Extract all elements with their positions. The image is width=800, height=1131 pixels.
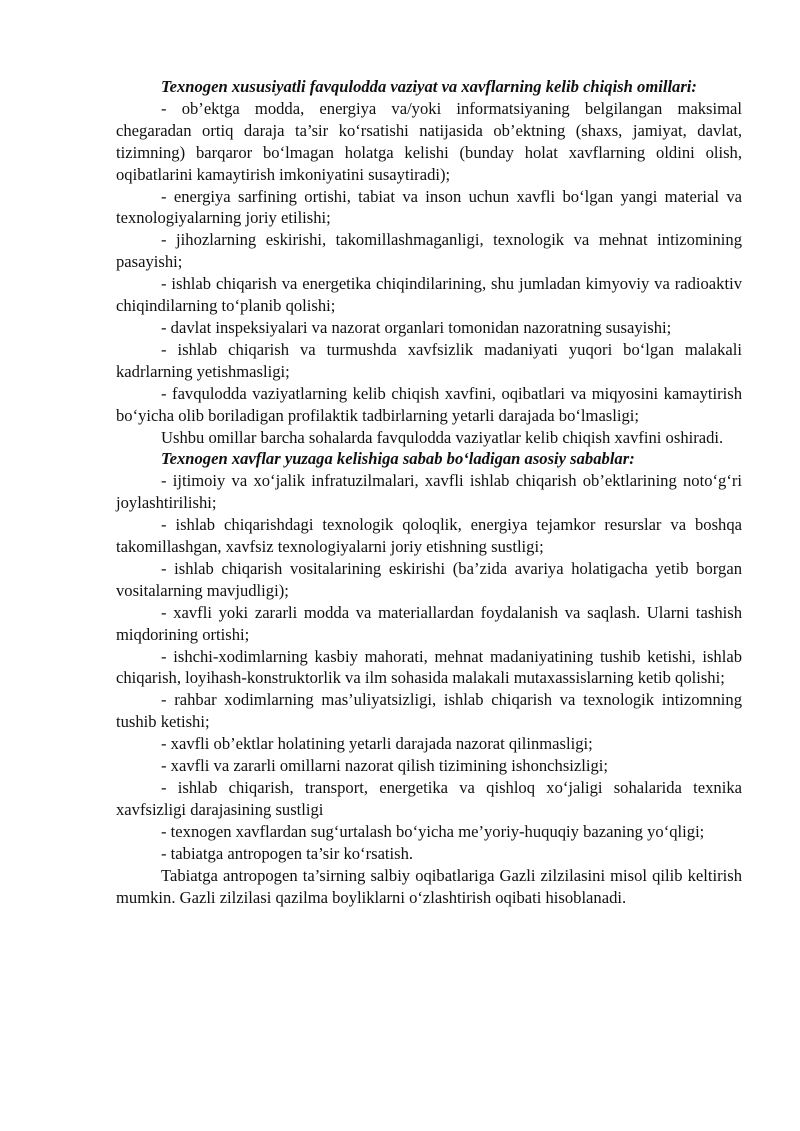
section1-item: - favqulodda vaziyatlarning kelib chiqish xavfini, oqibatlari va miqyosini kamaytirish bo‘yicha olib boriladigan profilaktik tadbirlarning yetarli darajada bo‘lmasligi; [116, 383, 742, 425]
section2-item: - tabiatga antropogen ta’sir ko‘rsatish. [161, 843, 414, 863]
section2-item: - rahbar xodimlarning mas’uliyatsizligi, ishlab chiqarish va texnologik intizomning tushib ketishi; [116, 690, 742, 732]
section1-item: - energiya sarfining ortishi, tabiat va inson uchun xavfli bo‘lgan yangi material va texnologiyalarning joriy etilishi; [116, 186, 742, 228]
section2-item: - ishlab chiqarish vositalarining eskirishi (ba’zida avariya holatigacha yetib borgan vositalarning mavjudligi); [116, 558, 742, 600]
document-page [116, 76, 742, 908]
section2-item: - ishlab chiqarish, transport, energetika va qishloq xo‘jaligi sohalarida texnika xavfsizligi darajasining sustligi [116, 778, 742, 819]
section2-summary: Tabiatga antropogen ta’sirning salbiy oqibatlariga Gazli zilzilasini misol qilib keltirish mumkin. Gazli zilzilasi qazilma boyliklarni o‘zlashtirish oqibati hisoblanadi. [116, 865, 742, 907]
section1-item: - jihozlarning eskirishi, takomillashmaganligi, texnologik va mehnat intizomining pasayishi; [116, 230, 742, 272]
section1-item: - davlat inspeksiyalari va nazorat organlari tomonidan nazoratning susayishi; [161, 317, 672, 337]
section2-item: - xavfli yoki zararli modda va materiallardan foydalanish va saqlash. Ularni tashish miqdorining ortishi; [116, 602, 742, 644]
section2-item: - xavfli va zararli omillarni nazorat qilish tizimining ishonchsizligi; [161, 756, 608, 776]
section2-item: - ishchi-xodimlarning kasbiy mahorati, mehnat madaniyatining tushib ketishi, ishlab chiqarish, loyihash-konstruktorlik va ilm sohasida malakali mutaxassislarning ketib qolishi; [116, 646, 742, 688]
section1-summary: Ushbu omillar barcha sohalarda favqulodda vaziyatlar kelib chiqish xavfini oshiradi. [161, 427, 724, 447]
section2-item: - xavfli ob’ektlar holatining yetarli darajada nazorat qilinmasligi; [161, 734, 593, 754]
section1-item: - ishlab chiqarish va turmushda xavfsizlik madaniyati yuqori bo‘lgan malakali kadrlarning yetishmasligi; [116, 339, 742, 381]
section1-item: - ishlab chiqarish va energetika chiqindilarining, shu jumladan kimyoviy va radioaktiv chiqindilarning to‘planib qolishi; [116, 274, 742, 316]
section2-item: - ishlab chiqarishdagi texnologik qoloqlik, energiya tejamkor resurslar va boshqa takomillashgan, xavfsiz texnologiyalarni joriy etishning sustligi; [116, 515, 742, 557]
section1-heading: Texnogen xususiyatli favqulodda vaziyat va xavflarning kelib chiqish omillari: [161, 77, 697, 96]
section2-heading: Texnogen xavflar yuzaga kelishiga sabab bo‘ladigan asosiy sabablar: [161, 449, 635, 469]
section2-item: - ijtimoiy va xo‘jalik infratuzilmalari, xavfli ishlab chiqarish ob’ektlarining noto‘g‘ri joylashtirilishi; [116, 471, 742, 513]
section2-item: - texnogen xavflardan sug‘urtalash bo‘yicha me’yoriy-huquqiy bazaning yo‘qligi; [161, 821, 705, 841]
section1-item: - ob’ektga modda, energiya va/yoki informatsiyaning belgilangan maksimal chegaradan ortiq daraja ta’sir ko‘rsatishi natijasida ob’ektning (shaxs, jamiyat, davlat, tizimning) barqaror bo‘lmagan holatga kelishi (bunday holat xavflarning oldini olish, oqibatlarini kamaytirish imkoniyatini susaytiradi); [116, 98, 742, 184]
